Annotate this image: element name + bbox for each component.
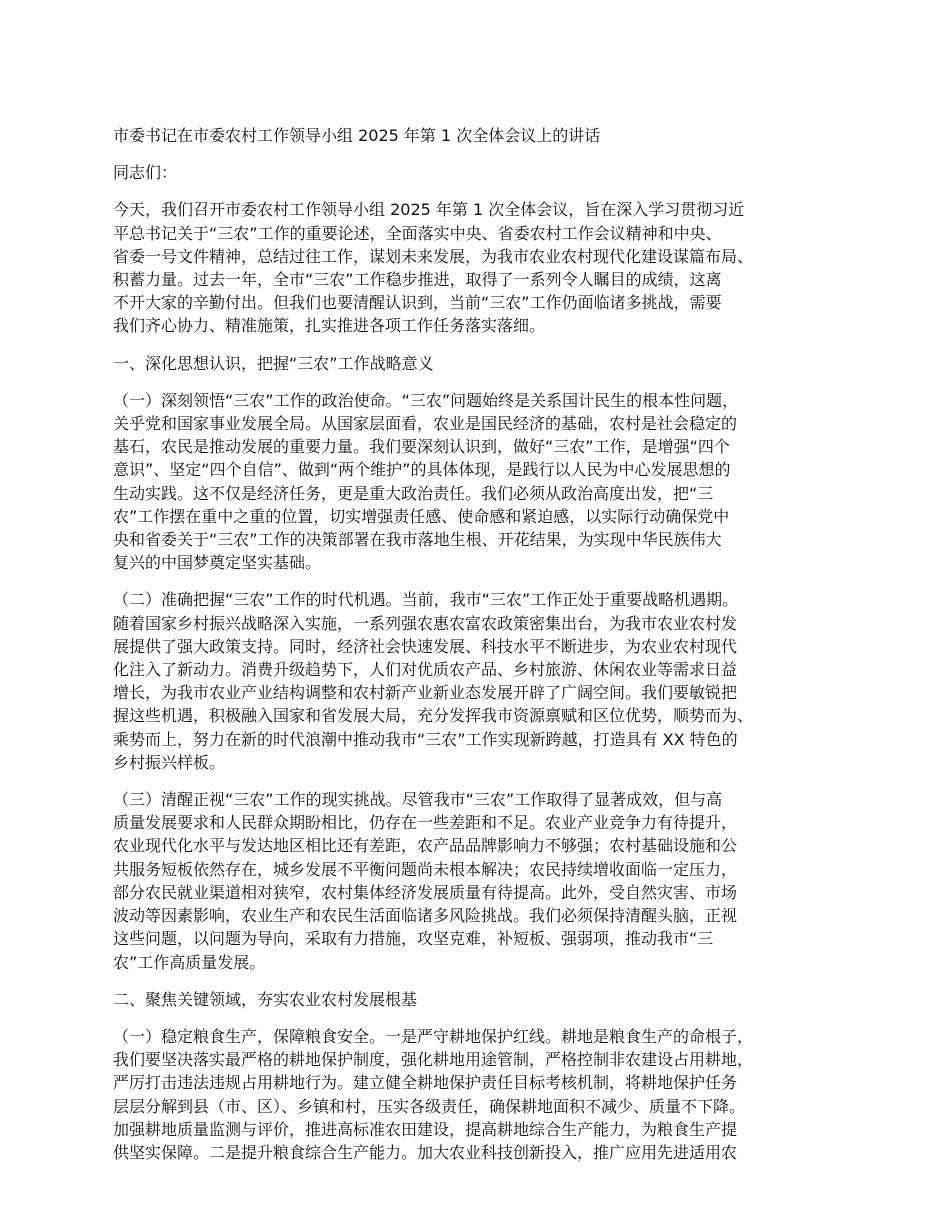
text-line: 共服务短板依然存在，城乡发展不平衡问题尚未根本解决；农民持续增收面临一定压力， [113, 859, 738, 879]
text-line: 央和省委关于“三农”工作的决策部署在我市落地生根、开花结果，为实现中华民族伟大 [113, 530, 722, 550]
text-line: （二）准确把握“三农”工作的时代机遇。当前，我市“三农”工作正处于重要战略机遇期。 [113, 590, 739, 610]
text-line: 层层分解到县（市、区）、乡镇和村，压实各级责任，确保耕地面积不减少、质量不下降。 [113, 1096, 746, 1116]
section-heading-1: 一、深化思想认识，把握“三农”工作战略意义 [113, 353, 434, 373]
text-line: （一）稳定粮食生产，保障粮食安全。一是严守耕地保护红线。耕地是粮食生产的命根子， [113, 1026, 754, 1046]
text-line: 增长，为我市农业产业结构调整和农村新产业新业态发展开辟了广阔空间。我们要敏锐把 [113, 683, 738, 703]
text-line: 部分农民就业渠道相对狭窄，农村集体经济发展质量有待提高。此外，受自然灾害、市场 [113, 882, 738, 902]
text-line: 乡村振兴样板。 [113, 752, 226, 772]
text-line: 农”工作摆在重中之重的位置，切实增强责任感、使命感和紧迫感，以实际行动确保党中 [113, 506, 730, 526]
section2-paragraph-1 [113, 1025, 858, 1164]
text-line: 关乎党和国家事业发展全局。从国家层面看，农业是国民经济的基础，农村是社会稳定的 [113, 414, 738, 434]
text-line: 加强耕地质量监测与评价，推进高标准农田建设，提高耕地综合生产能力，为粮食生产提 [113, 1119, 738, 1139]
text-line: 乘势而上，努力在新的时代浪潮中推动我市“三农”工作实现新跨越，打造具有 XX 特色的 [113, 729, 738, 749]
section1-paragraph-2 [113, 588, 858, 774]
text-line: 积蓄力量。过去一年，全市“三农”工作稳步推进，取得了一系列令人瞩目的成绩，这离 [113, 270, 722, 290]
text-line: 基石，农民是推动发展的重要力量。我们要深刻认识到，做好“三农”工作，是增强“四个 [113, 437, 730, 457]
text-line: 握这些机遇，积极融入国家和省发展大局，充分发挥我市资源禀赋和区位优势，顺势而为、 [113, 706, 754, 726]
text-line: 生动实践。这不仅是经济任务，更是重大政治责任。我们必须从政治高度出发，把“三 [113, 483, 714, 503]
section1-paragraph-3 [113, 788, 858, 974]
text-line: 我们要坚决落实最严格的耕地保护制度，强化耕地用途管制，严格控制非农建设占用耕地， [113, 1050, 754, 1070]
section1-paragraph-1 [113, 389, 858, 575]
text-line: 随着国家乡村振兴战略深入实施，一系列强农惠农富农政策密集出台，为我市农业农村发 [113, 613, 738, 633]
text-line: 波动等因素影响，农业生产和农民生活面临诸多风险挑战。我们必须保持清醒头脑，正视 [113, 906, 738, 926]
text-line: （一）深刻领悟“三农”工作的政治使命。“三农”问题始终是关系国计民生的根本性问题， [113, 390, 739, 410]
text-line: 质量发展要求和人民群众期盼相比，仍存在一些差距和不足。农业产业竞争力有待提升， [113, 813, 738, 833]
text-line: 不开大家的辛勤付出。但我们也要清醒认识到，当前“三农”工作仍面临诸多挑战，需要 [113, 293, 722, 313]
text-line: 供坚实保障。二是提升粮食综合生产能力。加大农业科技创新投入，推广应用先进适用农 [113, 1142, 738, 1162]
salutation: 同志们： [113, 163, 178, 183]
text-line: 这些问题，以问题为导向，采取有力措施，攻坚克难，补短板、强弱项，推动我市“三 [113, 929, 714, 949]
text-line: 化注入了新动力。消费升级趋势下，人们对优质农产品、乡村旅游、休闲农业等需求日益 [113, 660, 738, 680]
text-line: 今天，我们召开市委农村工作领导小组 2025 年第 1 次全体会议，旨在深入学习贯彻习近 [113, 200, 745, 220]
text-line: 农”工作高质量发展。 [113, 952, 266, 972]
text-line: 省委一号文件精神，总结过往工作，谋划未来发展，为我市农业农村现代化建设谋篇布局、 [113, 246, 754, 266]
text-line: 展提供了强大政策支持。同时，经济社会快速发展、科技水平不断进步，为农业农村现代 [113, 636, 738, 656]
intro-paragraph [113, 198, 858, 337]
text-line: 我们齐心协力、精准施策，扎实推进各项工作任务落实落细。 [113, 316, 546, 336]
text-line: 意识”、坚定“四个自信”、做到“两个维护”的具体体现，是践行以人民为中心发展思想的 [113, 460, 731, 480]
text-line: 平总书记关于“三农”工作的重要论述，全面落实中央、省委农村工作会议精神和中央、 [113, 223, 722, 243]
text-line: 严厉打击违法违规占用耕地行为。建立健全耕地保护责任目标考核机制，将耕地保护任务 [113, 1073, 738, 1093]
document-page [113, 118, 858, 1164]
text-line: 农业现代化水平与发达地区相比还有差距，农产品品牌影响力不够强；农村基础设施和公 [113, 836, 738, 856]
text-line: （三）清醒正视“三农”工作的现实挑战。尽管我市“三农”工作取得了显著成效，但与高 [113, 790, 723, 810]
document-title: 市委书记在市委农村工作领导小组 2025 年第 1 次全体会议上的讲话 [113, 126, 601, 145]
section-heading-2: 二、聚焦关键领域，夯实农业农村发展根基 [113, 989, 418, 1009]
text-line: 复兴的中国梦奠定坚实基础。 [113, 553, 322, 573]
